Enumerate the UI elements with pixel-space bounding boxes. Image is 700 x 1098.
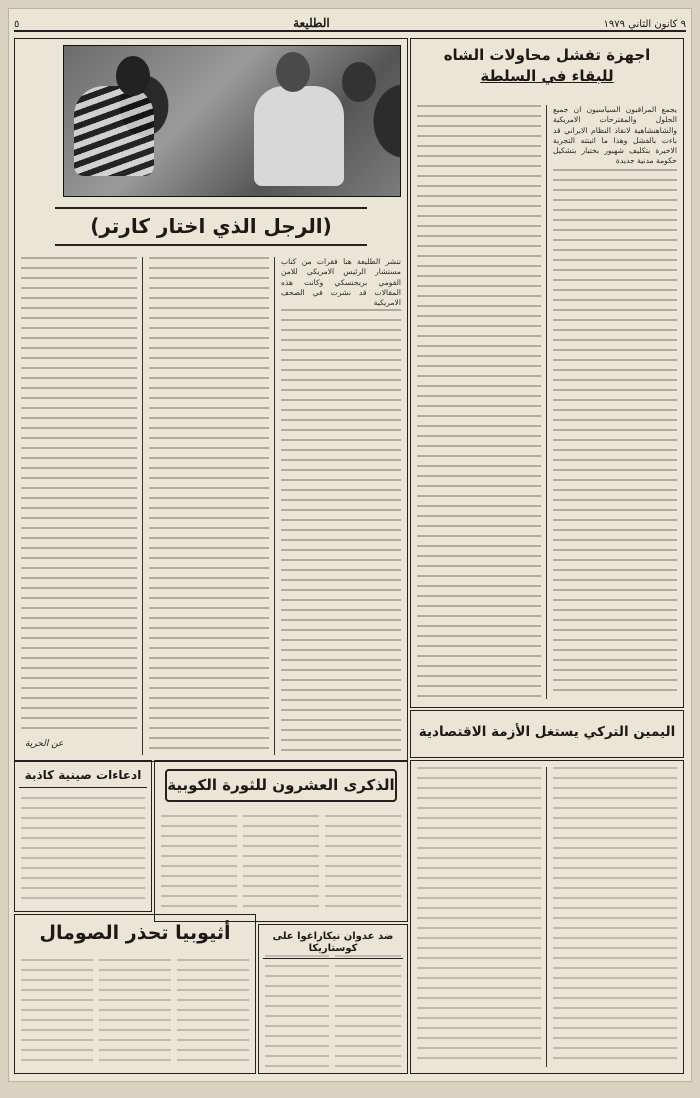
shah-column-1	[553, 169, 677, 699]
column-divider	[142, 257, 143, 755]
shah-lead: يجمع المراقبون السياسيون ان جميع الحلول والمقترحات الامريكية والشاهنشاهية لانقاذ النظام الايراني قد باءت بالفشل وهذا ما اثبتته التجربة الاخيرة بتكليف شهبور بختيار بتشكيل حكومة مدنية جديدة	[553, 105, 677, 166]
costarica-column-2	[265, 955, 329, 1067]
china-headline: ادعاءات صينية كاذبة	[19, 769, 147, 788]
issue-date: ٩ كانون الثاني ١٩٧٩	[603, 19, 686, 30]
ethiopia-column-3	[21, 959, 93, 1067]
masthead	[14, 14, 686, 32]
carter-article	[14, 38, 408, 762]
costarica-column-1	[335, 955, 401, 1067]
shah-article	[410, 38, 684, 708]
newspaper-name: الطليعة	[293, 16, 330, 30]
turkey-article	[410, 760, 684, 1074]
turkey-column-1	[553, 767, 677, 1067]
photo-head-right	[342, 62, 376, 102]
cuba-column-2	[243, 815, 319, 915]
column-divider	[546, 105, 547, 699]
photo-head-center	[276, 52, 310, 92]
cuba-column-3	[161, 815, 237, 915]
photo-head-left	[116, 56, 150, 96]
cuba-headline: الذكرى العشرون للثورة الكوبية	[165, 769, 397, 802]
ethiopia-column-2	[99, 959, 171, 1067]
costarica-headline: ضد عدوان نيكاراغوا على كوستاريكا	[263, 931, 403, 959]
shah-headline-1: اجهزة تفشل محاولات الشاه	[443, 46, 651, 64]
carter-lead: تنشر الطليعة هنا فقرات من كتاب مستشار الرئيس الامريكي للامن القومي بريجنسكي وكانت هذه المقالات قد نشرت في الصحف الامريكية	[281, 257, 401, 307]
costarica-article	[258, 924, 408, 1074]
column-divider	[274, 257, 275, 755]
turkey-headline: اليمين التركي يستغل الأزمة الاقتصادية	[418, 724, 676, 740]
ethiopia-article	[14, 914, 256, 1074]
shah-column-2	[417, 105, 541, 699]
turkey-column-2	[417, 767, 541, 1067]
photo-figure-center	[254, 86, 344, 186]
turkey-headline-box	[410, 710, 684, 758]
carter-headline: (الرجل الذي اختار كارتر)	[55, 207, 367, 246]
shah-headline-2: للبقاء في السلطة	[480, 67, 614, 86]
cuba-article	[154, 760, 408, 922]
page-number: ٥	[14, 19, 20, 30]
ethiopia-column-1	[177, 959, 249, 1067]
photo-figure-left	[74, 86, 154, 176]
carter-column-1	[281, 309, 401, 755]
column-divider	[546, 767, 547, 1067]
carter-column-3	[21, 257, 137, 735]
cuba-column-1	[325, 815, 401, 915]
carter-column-2	[149, 257, 269, 755]
china-column	[21, 797, 145, 905]
ethiopia-headline: أثيوبيا تحذر الصومال	[39, 922, 231, 944]
china-article	[14, 760, 152, 912]
article-photo	[63, 45, 401, 197]
newspaper-page	[8, 8, 692, 1082]
carter-signature: عن الحرية	[25, 739, 64, 749]
